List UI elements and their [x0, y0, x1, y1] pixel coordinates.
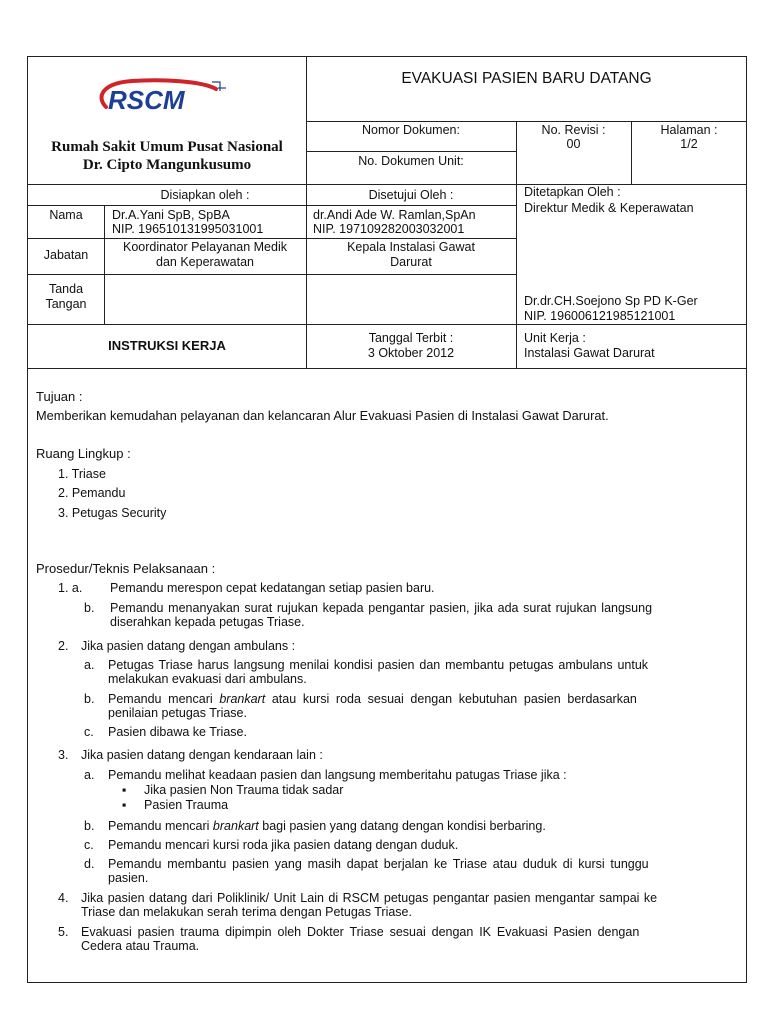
- prosedur-heading: Prosedur/Teknis Pelaksanaan :: [36, 561, 216, 576]
- step-number: 1. a.: [58, 581, 83, 595]
- unit-value: Instalasi Gawat Darurat: [524, 346, 655, 360]
- document-title: EVAKUASI PASIEN BARU DATANG: [401, 70, 652, 87]
- unit-label: Unit Kerja :: [524, 331, 586, 345]
- step-text: melakukan evakuasi dari ambulans.: [108, 672, 307, 686]
- step-label: b.: [84, 692, 95, 706]
- step-number: 5.: [58, 925, 69, 939]
- step-text: Pemandu mencari kursi roda jika pasien datang dengan duduk.: [108, 838, 459, 852]
- step-text: Pasien Trauma: [144, 798, 229, 812]
- org-name-line1: Rumah Sakit Umum Pusat Nasional: [51, 139, 283, 155]
- step-text: Jika pasien Non Trauma tidak sadar: [144, 783, 344, 797]
- step-number: 3.: [58, 748, 69, 762]
- ruang-item: 3. Petugas Security: [58, 506, 167, 520]
- director-nip: NIP. 196006121985121001: [524, 309, 676, 323]
- disiapkan-label: Disiapkan oleh :: [160, 188, 250, 202]
- divider: [28, 184, 747, 185]
- divider: [28, 368, 747, 369]
- step-text: Jika pasien datang dengan ambulans :: [81, 639, 296, 653]
- step-text: Pemandu mencari brankart bagi pasien yang datang dengan kondisi berbaring.: [108, 819, 546, 833]
- divider: [306, 184, 307, 324]
- step-text: Petugas Triase harus langsung menilai kondisi pasien dan membantu petugas ambulans untuk: [108, 658, 649, 672]
- jabatan-label: Jabatan: [43, 248, 89, 262]
- appr-nip: NIP. 197109282003032001: [313, 222, 465, 236]
- step-text: Evakuasi pasien trauma dipimpin oleh Dokter Triase sesuai dengan IK Evakuasi Pasien dengan: [81, 925, 640, 939]
- tanggal-label: Tanggal Terbit :: [368, 331, 454, 345]
- disetujui-label: Disetujui Oleh :: [368, 188, 454, 202]
- nama-label: Nama: [49, 208, 83, 222]
- nomor-dokumen-label: Nomor Dokumen:: [362, 123, 460, 137]
- no-dokumen-unit-label: No. Dokumen Unit:: [358, 154, 464, 168]
- divider: [306, 151, 516, 152]
- step-text: Pemandu menanyakan surat rujukan kepada pengantar pasien, jika ada surat rujukan langsung: [110, 601, 653, 615]
- prep-nip: NIP. 196510131995031001: [112, 222, 264, 236]
- step-text: Pemandu merespon cepat kedatangan setiap pasien baru.: [110, 581, 435, 595]
- rscm-logo: [92, 77, 232, 117]
- prep-name: Dr.A.Yani SpB, SpBA: [112, 208, 230, 222]
- no-revisi-label: No. Revisi :: [541, 123, 606, 137]
- ruang-heading: Ruang Lingkup :: [36, 446, 131, 461]
- tanda-label-line2: Tangan: [45, 297, 87, 311]
- doc-type: INSTRUKSI KERJA: [108, 338, 226, 353]
- org-name-line2: Dr. Cipto Mangunkusumo: [82, 157, 252, 173]
- halaman-label: Halaman :: [660, 123, 718, 137]
- prep-jabatan-line2: dan Keperawatan: [156, 255, 254, 269]
- logo-text: RSCM: [108, 85, 185, 115]
- step-number: 2.: [58, 639, 69, 653]
- bullet: ▪: [122, 783, 127, 797]
- step-label: a.: [84, 658, 95, 672]
- divider: [28, 205, 516, 206]
- appr-jabatan-line2: Darurat: [390, 255, 432, 269]
- step-text: pasien.: [108, 871, 149, 885]
- appr-name: dr.Andi Ade W. Ramlan,SpAn: [313, 208, 476, 222]
- step-text: Jika pasien datang dengan kendaraan lain :: [81, 748, 323, 762]
- bullet: ▪: [122, 798, 127, 812]
- step-number: 4.: [58, 891, 69, 905]
- tujuan-heading: Tujuan :: [36, 389, 83, 404]
- tanda-label-line1: Tanda: [48, 282, 84, 296]
- no-revisi-value: 00: [566, 137, 581, 151]
- step-text: Jika pasien datang dari Poliklinik/ Unit Lain di RSCM petugas pengantar pasien mengantar sampai ke: [81, 891, 658, 905]
- step-text: penilaian petugas Triase.: [108, 706, 247, 720]
- step-text: Pemandu mencari brankart atau kursi roda sesuai dengan kebutuhan pasien berdasarkan: [108, 692, 637, 706]
- step-text: diserahkan kepada petugas Triase.: [110, 615, 305, 629]
- step-label: b.: [84, 601, 95, 615]
- step-text: Pemandu melihat keadaan pasien dan langsung memberitahu patugas Triase jika :: [108, 768, 567, 782]
- divider: [306, 121, 747, 122]
- divider: [28, 238, 516, 239]
- prep-jabatan-line1: Koordinator Pelayanan Medik: [123, 240, 287, 254]
- step-text: Pasien dibawa ke Triase.: [108, 725, 247, 739]
- ruang-item: 1. Triase: [58, 467, 106, 481]
- director-name: Dr.dr.CH.Soejono Sp PD K-Ger: [524, 294, 698, 308]
- ditetapkan-role: Direktur Medik & Keperawatan: [524, 201, 694, 215]
- step-label: b.: [84, 819, 95, 833]
- tanggal-value: 3 Oktober 2012: [367, 346, 455, 360]
- divider: [28, 324, 747, 325]
- step-label: c.: [84, 838, 94, 852]
- document-page: [27, 56, 747, 983]
- step-text: Pemandu membantu pasien yang masih dapat berjalan ke Triase atau duduk di kursi tunggu: [108, 857, 649, 871]
- divider: [28, 274, 516, 275]
- ditetapkan-label: Ditetapkan Oleh :: [524, 185, 621, 199]
- step-text: Triase dan melakukan serah terima dengan Petugas Triase.: [81, 905, 412, 919]
- step-label: d.: [84, 857, 95, 871]
- tujuan-text: Memberikan kemudahan pelayanan dan kelancaran Alur Evakuasi Pasien di Instalasi Gawat Darurat.: [36, 408, 609, 423]
- step-label: c.: [84, 725, 94, 739]
- halaman-value: 1/2: [680, 137, 698, 151]
- step-label: a.: [84, 768, 95, 782]
- step-text: Cedera atau Trauma.: [81, 939, 200, 953]
- appr-jabatan-line1: Kepala Instalasi Gawat: [347, 240, 475, 254]
- ruang-item: 2. Pemandu: [58, 486, 126, 500]
- divider: [516, 184, 517, 368]
